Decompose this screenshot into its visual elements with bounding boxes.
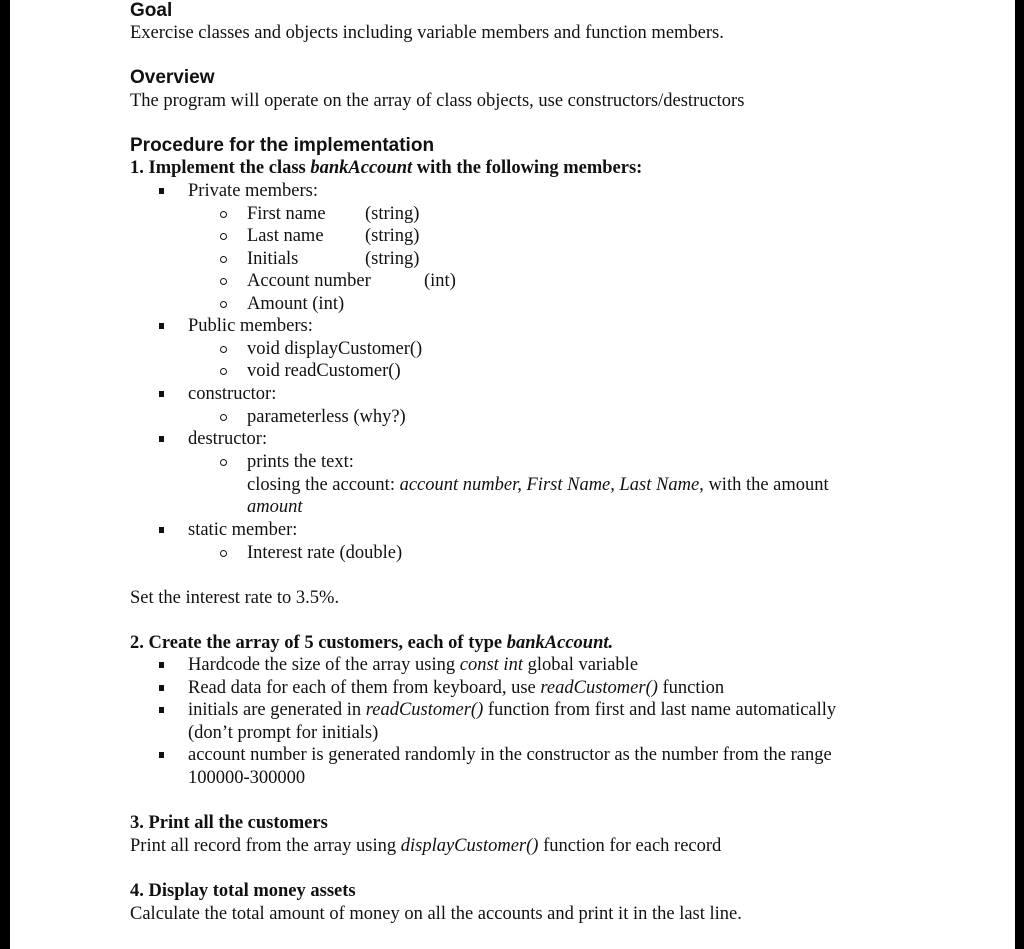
bullet-circle: [220, 346, 227, 353]
private-item-name: Initials: [247, 249, 299, 269]
step3-text: Print all record from the array using displayCustomer() function for each record: [130, 836, 722, 856]
static-member-label: static member:: [188, 520, 298, 540]
bullet-circle: [220, 256, 227, 263]
private-item-type: (int): [424, 271, 456, 291]
bullet-square: [159, 323, 164, 329]
private-members-label: Private members:: [188, 181, 318, 201]
bullet-square: [159, 527, 164, 533]
constructor-label: constructor:: [188, 384, 277, 404]
private-item-name: Amount (int): [247, 294, 345, 314]
step2-bullet: Hardcode the size of the array using const int global variable: [188, 655, 639, 675]
step1-title: 1. Implement the class bankAccount with the following members:: [130, 158, 643, 178]
private-item-name: Last name: [247, 226, 324, 246]
step2-bullet-cont: 100000-300000: [188, 768, 306, 788]
step4-text: Calculate the total amount of money on all the accounts and print it in the last line.: [130, 904, 742, 924]
static-item: Interest rate (double): [247, 543, 403, 563]
private-item-type: (string): [365, 204, 420, 224]
private-item-type: (string): [365, 226, 420, 246]
bullet-square: [159, 752, 164, 758]
step2-bullet: Read data for each of them from keyboard, use readCustomer() function: [188, 678, 725, 698]
destructor-item: prints the text:: [247, 452, 354, 472]
document-page: [10, 0, 1015, 949]
procedure-heading: Procedure for the implementation: [130, 135, 435, 156]
bullet-circle: [220, 368, 227, 375]
bullet-square: [159, 685, 164, 691]
private-item-type: (string): [365, 249, 420, 269]
destructor-label: destructor:: [188, 429, 268, 449]
bullet-circle: [220, 278, 227, 285]
step2-bullet: initials are generated in readCustomer() function from first and last name automatically: [188, 700, 837, 720]
public-item: void readCustomer(): [247, 361, 401, 381]
overview-heading: Overview: [130, 67, 215, 88]
private-item-name: Account number: [247, 271, 371, 291]
bullet-square: [159, 436, 164, 442]
bullet-circle: [220, 301, 227, 308]
step2-title: 2. Create the array of 5 customers, each of type bankAccount.: [130, 633, 614, 653]
bullet-circle: [220, 550, 227, 557]
bullet-square: [159, 662, 164, 668]
public-members-label: Public members:: [188, 316, 313, 336]
goal-heading: Goal: [130, 0, 173, 21]
step4-title: 4. Display total money assets: [130, 881, 356, 901]
bullet-square: [159, 391, 164, 397]
bullet-square: [159, 188, 164, 194]
step3-title: 3. Print all the customers: [130, 813, 328, 833]
step2-bullet: account number is generated randomly in the constructor as the number from the range: [188, 745, 832, 765]
destructor-text-cont: amount: [247, 497, 303, 517]
private-item-name: First name: [247, 204, 326, 224]
goal-text: Exercise classes and objects including variable members and function members.: [130, 23, 724, 43]
overview-text: The program will operate on the array of class objects, use constructors/destructors: [130, 91, 745, 111]
step2-bullet-cont: (don’t prompt for initials): [188, 723, 379, 743]
public-item: void displayCustomer(): [247, 339, 423, 359]
constructor-item: parameterless (why?): [247, 407, 406, 427]
interest-note: Set the interest rate to 3.5%.: [130, 588, 340, 608]
bullet-circle: [220, 211, 227, 218]
bullet-circle: [220, 233, 227, 240]
destructor-text: closing the account: account number, First Name, Last Name, with the amount: [247, 475, 829, 495]
bullet-circle: [220, 459, 227, 466]
bullet-circle: [220, 414, 227, 421]
bullet-square: [159, 707, 164, 713]
